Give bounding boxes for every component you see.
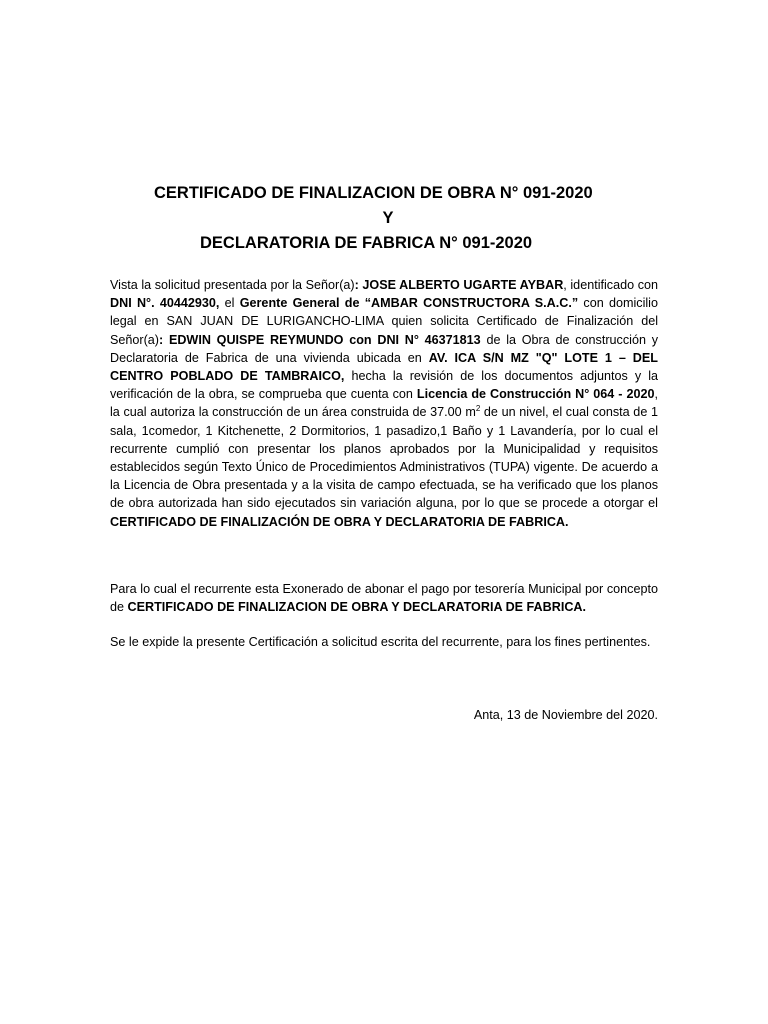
p2-certificate-name: CERTIFICADO DE FINALIZACION DE OBRA Y DECLARATORIA DE FABRICA. xyxy=(127,600,587,615)
p1-text-2: , identificado con xyxy=(563,278,658,292)
p1-text-4: con domicilio legal en SAN JUAN DE LURIGANCHO-LIMA quien solicita Certificado de Finalización del Señor(a) xyxy=(110,296,658,347)
title-line-conjunction: Y xyxy=(382,209,394,227)
document-date: Anta, 13 de Noviembre del 2020. xyxy=(473,708,658,722)
p1-text-3: el xyxy=(219,296,240,311)
p1-certificate-name: CERTIFICADO DE FINALIZACIÓN DE OBRA Y DECLARATORIA DE FABRICA. xyxy=(110,514,569,529)
p1-superscript: 2 xyxy=(475,404,481,414)
title-line-certificado: CERTIFICADO DE FINALIZACION DE OBRA N° 091-2020 xyxy=(154,184,593,202)
paragraph-main xyxy=(110,276,658,531)
p1-applicant-dni: DNI N°. 40442930, xyxy=(110,296,220,311)
p1-address: AV. ICA S/N MZ "Q" LOTE 1 – DEL CENTRO POBLADO DE TAMBRAICO, xyxy=(110,350,658,384)
p1-license: Licencia de Construcción N° 064 - 2020 xyxy=(416,387,655,402)
paragraph-exoneration xyxy=(110,580,658,616)
p1-text-7: , la cual autoriza la construcción de un área construida de 37.00 m xyxy=(110,387,659,420)
p2-text-1: Para lo cual el recurrente esta Exonerado de abonar el pago por tesorería Municipal por concepto de xyxy=(110,582,658,615)
p1-text-8: de un nivel, el cual consta de 1 sala, 1comedor, 1 Kitchenette, 2 Dormitorios, 1 pasadizo,1 Baño y 1 Lavandería, por lo cual el recurrente cumplió con presentar los planos aprobados por la Municipalidad y requisitos establecidos según Texto Único de Procedimientos Administrativos (TUPA) vigente. De acuerdo a la Licencia de Obra presentada y a la visita de campo efectuada, se ha verificado que los planos de obra autorizada han sido ejecutados sin variación alguna, por lo que se procede a otorgar el xyxy=(110,405,658,511)
p1-text-6: hecha la revisión de los documentos adjuntos y la verificación de la obra, se comprueba que cuenta con xyxy=(110,369,658,402)
title-line-declaratoria: DECLARATORIA DE FABRICA N° 091-2020 xyxy=(200,234,533,252)
document-title xyxy=(110,181,658,256)
p1-text-5: de la Obra de construcción y Declaratoria de Fabrica de una vivienda ubicada en xyxy=(110,332,658,365)
p1-text-1: Vista la solicitud presentada por la Señor(a) xyxy=(110,278,355,292)
p1-applicant-name: : JOSE ALBERTO UGARTE AYBAR xyxy=(354,278,564,292)
paragraph-issuance: Se le expide la presente Certificación a solicitud escrita del recurrente, para los fines pertinentes. xyxy=(110,635,651,649)
p1-owner: : EDWIN QUISPE REYMUNDO con DNI N° 46371813 xyxy=(159,332,481,347)
p1-company: Gerente General de “AMBAR CONSTRUCTORA S.A.C.” xyxy=(239,296,579,311)
